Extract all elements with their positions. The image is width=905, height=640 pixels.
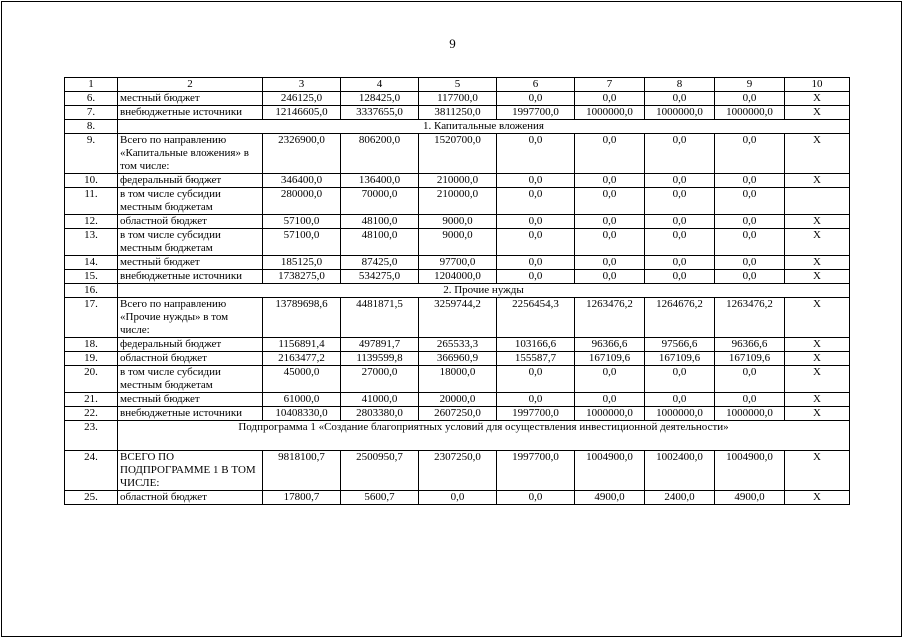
header-cell: 1 — [65, 78, 118, 92]
table-row — [65, 174, 850, 188]
value-cell: 2400,0 — [645, 491, 715, 505]
header-cell: 4 — [341, 78, 419, 92]
value-cell: 0,0 — [575, 215, 645, 229]
marker-cell: X — [785, 92, 850, 106]
row-label-cell: внебюджетные источники — [118, 106, 263, 120]
value-cell: 0,0 — [715, 215, 785, 229]
value-cell: 2256454,3 — [497, 298, 575, 338]
value-cell: 0,0 — [645, 229, 715, 256]
value-cell: 0,0 — [497, 393, 575, 407]
row-label-cell: внебюджетные источники — [118, 270, 263, 284]
row-label-cell: местный бюджет — [118, 393, 263, 407]
marker-cell: X — [785, 451, 850, 491]
value-cell: 167109,6 — [575, 352, 645, 366]
value-cell: 210000,0 — [419, 188, 497, 215]
value-cell: 97566,6 — [645, 338, 715, 352]
value-cell: 3337655,0 — [341, 106, 419, 120]
value-cell: 1156891,4 — [263, 338, 341, 352]
value-cell: 2307250,0 — [419, 451, 497, 491]
row-label-cell: в том числе субсидии местным бюджетам — [118, 366, 263, 393]
budget-table — [64, 77, 850, 505]
marker-cell: X — [785, 106, 850, 120]
value-cell: 1002400,0 — [645, 451, 715, 491]
value-cell: 0,0 — [645, 270, 715, 284]
value-cell: 1139599,8 — [341, 352, 419, 366]
marker-cell: X — [785, 407, 850, 421]
value-cell: 97700,0 — [419, 256, 497, 270]
row-number-cell: 9. — [65, 134, 118, 174]
value-cell: 45000,0 — [263, 366, 341, 393]
value-cell: 41000,0 — [341, 393, 419, 407]
page-number: 9 — [449, 36, 456, 51]
table-row — [65, 106, 850, 120]
value-cell: 0,0 — [575, 366, 645, 393]
value-cell: 0,0 — [497, 256, 575, 270]
value-cell: 280000,0 — [263, 188, 341, 215]
value-cell: 0,0 — [497, 366, 575, 393]
header-cell: 2 — [118, 78, 263, 92]
value-cell: 2607250,0 — [419, 407, 497, 421]
value-cell: 246125,0 — [263, 92, 341, 106]
value-cell: 10408330,0 — [263, 407, 341, 421]
table-section-row — [65, 421, 850, 451]
value-cell: 18000,0 — [419, 366, 497, 393]
table-row — [65, 393, 850, 407]
section-title-cell: 1. Капитальные вложения — [118, 120, 850, 134]
value-cell: 346400,0 — [263, 174, 341, 188]
value-cell: 0,0 — [575, 256, 645, 270]
marker-cell: X — [785, 174, 850, 188]
row-label-cell: ВСЕГО ПО ПОДПРОГРАММЕ 1 В ТОМ ЧИСЛЕ: — [118, 451, 263, 491]
value-cell: 0,0 — [715, 188, 785, 215]
value-cell: 0,0 — [497, 174, 575, 188]
value-cell: 9000,0 — [419, 215, 497, 229]
value-cell: 0,0 — [497, 491, 575, 505]
row-number-cell: 25. — [65, 491, 118, 505]
header-cell: 9 — [715, 78, 785, 92]
row-number-cell: 22. — [65, 407, 118, 421]
section-title-cell: 2. Прочие нужды — [118, 284, 850, 298]
value-cell: 1000000,0 — [645, 407, 715, 421]
table-row — [65, 270, 850, 284]
table-row — [65, 92, 850, 106]
value-cell: 9818100,7 — [263, 451, 341, 491]
marker-cell: X — [785, 366, 850, 393]
value-cell: 167109,6 — [645, 352, 715, 366]
table-row — [65, 451, 850, 491]
value-cell: 1263476,2 — [575, 298, 645, 338]
value-cell: 0,0 — [645, 92, 715, 106]
row-label-cell: областной бюджет — [118, 491, 263, 505]
value-cell: 497891,7 — [341, 338, 419, 352]
value-cell: 0,0 — [419, 491, 497, 505]
value-cell: 1004900,0 — [575, 451, 645, 491]
row-number-cell: 7. — [65, 106, 118, 120]
table-row — [65, 366, 850, 393]
value-cell: 1000000,0 — [575, 407, 645, 421]
marker-cell: X — [785, 298, 850, 338]
value-cell: 2326900,0 — [263, 134, 341, 174]
value-cell: 4481871,5 — [341, 298, 419, 338]
value-cell: 48100,0 — [341, 215, 419, 229]
value-cell: 48100,0 — [341, 229, 419, 256]
header-cell: 5 — [419, 78, 497, 92]
row-label-cell: федеральный бюджет — [118, 174, 263, 188]
table-row — [65, 188, 850, 215]
value-cell: 265533,3 — [419, 338, 497, 352]
marker-cell — [785, 188, 850, 215]
value-cell: 0,0 — [575, 229, 645, 256]
value-cell: 0,0 — [715, 270, 785, 284]
row-label-cell: областной бюджет — [118, 215, 263, 229]
row-number-cell: 23. — [65, 421, 118, 451]
value-cell: 0,0 — [645, 393, 715, 407]
value-cell: 167109,6 — [715, 352, 785, 366]
row-number-cell: 6. — [65, 92, 118, 106]
value-cell: 3259744,2 — [419, 298, 497, 338]
value-cell: 4900,0 — [715, 491, 785, 505]
marker-cell: X — [785, 229, 850, 256]
value-cell: 210000,0 — [419, 174, 497, 188]
row-number-cell: 14. — [65, 256, 118, 270]
row-label-cell: в том числе субсидии местным бюджетам — [118, 188, 263, 215]
value-cell: 9000,0 — [419, 229, 497, 256]
value-cell: 1000000,0 — [645, 106, 715, 120]
row-number-cell: 18. — [65, 338, 118, 352]
value-cell: 0,0 — [497, 215, 575, 229]
value-cell: 13789698,6 — [263, 298, 341, 338]
value-cell: 1263476,2 — [715, 298, 785, 338]
value-cell: 0,0 — [497, 92, 575, 106]
header-cell: 6 — [497, 78, 575, 92]
value-cell: 0,0 — [715, 92, 785, 106]
value-cell: 96366,6 — [715, 338, 785, 352]
row-number-cell: 13. — [65, 229, 118, 256]
value-cell: 117700,0 — [419, 92, 497, 106]
value-cell: 12146605,0 — [263, 106, 341, 120]
value-cell: 0,0 — [575, 270, 645, 284]
value-cell: 0,0 — [645, 188, 715, 215]
value-cell: 1997700,0 — [497, 451, 575, 491]
value-cell: 96366,6 — [575, 338, 645, 352]
value-cell: 0,0 — [575, 134, 645, 174]
value-cell: 0,0 — [497, 229, 575, 256]
row-label-cell: местный бюджет — [118, 256, 263, 270]
value-cell: 57100,0 — [263, 229, 341, 256]
row-label-cell: федеральный бюджет — [118, 338, 263, 352]
row-label-cell: областной бюджет — [118, 352, 263, 366]
value-cell: 1000000,0 — [715, 106, 785, 120]
table-section-row — [65, 120, 850, 134]
row-number-cell: 21. — [65, 393, 118, 407]
value-cell: 87425,0 — [341, 256, 419, 270]
value-cell: 0,0 — [497, 134, 575, 174]
value-cell: 1000000,0 — [715, 407, 785, 421]
value-cell: 4900,0 — [575, 491, 645, 505]
value-cell: 0,0 — [575, 188, 645, 215]
row-label-cell: внебюджетные источники — [118, 407, 263, 421]
row-number-cell: 19. — [65, 352, 118, 366]
row-label-cell: местный бюджет — [118, 92, 263, 106]
value-cell: 3811250,0 — [419, 106, 497, 120]
value-cell: 17800,7 — [263, 491, 341, 505]
marker-cell: X — [785, 270, 850, 284]
row-number-cell: 16. — [65, 284, 118, 298]
value-cell: 1520700,0 — [419, 134, 497, 174]
row-label-cell: Всего по направлению «Прочие нужды» в том числе: — [118, 298, 263, 338]
value-cell: 0,0 — [715, 393, 785, 407]
table-row — [65, 134, 850, 174]
value-cell: 27000,0 — [341, 366, 419, 393]
value-cell: 0,0 — [497, 188, 575, 215]
value-cell: 0,0 — [575, 174, 645, 188]
value-cell: 0,0 — [645, 134, 715, 174]
marker-cell: X — [785, 256, 850, 270]
table-row — [65, 338, 850, 352]
value-cell: 0,0 — [715, 366, 785, 393]
table-section-row — [65, 284, 850, 298]
section-title-cell: Подпрограмма 1 «Создание благоприятных условий для осуществления инвестиционной деятельности» — [118, 421, 850, 451]
table-row — [65, 407, 850, 421]
value-cell: 5600,7 — [341, 491, 419, 505]
value-cell: 1204000,0 — [419, 270, 497, 284]
value-cell: 0,0 — [645, 174, 715, 188]
value-cell: 136400,0 — [341, 174, 419, 188]
value-cell: 0,0 — [715, 256, 785, 270]
marker-cell: X — [785, 393, 850, 407]
value-cell: 1997700,0 — [497, 407, 575, 421]
value-cell: 366960,9 — [419, 352, 497, 366]
value-cell: 806200,0 — [341, 134, 419, 174]
value-cell: 70000,0 — [341, 188, 419, 215]
row-number-cell: 8. — [65, 120, 118, 134]
value-cell: 0,0 — [497, 270, 575, 284]
value-cell: 0,0 — [645, 256, 715, 270]
table-row — [65, 215, 850, 229]
value-cell: 0,0 — [645, 366, 715, 393]
table-row — [65, 256, 850, 270]
header-cell: 8 — [645, 78, 715, 92]
row-number-cell: 20. — [65, 366, 118, 393]
value-cell: 1000000,0 — [575, 106, 645, 120]
row-number-cell: 12. — [65, 215, 118, 229]
value-cell: 0,0 — [645, 215, 715, 229]
row-label-cell: Всего по направлению «Капитальные вложения» в том числе: — [118, 134, 263, 174]
value-cell: 2163477,2 — [263, 352, 341, 366]
value-cell: 0,0 — [715, 134, 785, 174]
row-number-cell: 17. — [65, 298, 118, 338]
marker-cell: X — [785, 338, 850, 352]
table-row — [65, 491, 850, 505]
row-label-cell: в том числе субсидии местным бюджетам — [118, 229, 263, 256]
value-cell: 103166,6 — [497, 338, 575, 352]
value-cell: 2803380,0 — [341, 407, 419, 421]
row-number-cell: 11. — [65, 188, 118, 215]
header-cell: 10 — [785, 78, 850, 92]
value-cell: 0,0 — [715, 174, 785, 188]
header-cell: 3 — [263, 78, 341, 92]
marker-cell: X — [785, 215, 850, 229]
row-number-cell: 24. — [65, 451, 118, 491]
value-cell: 0,0 — [575, 92, 645, 106]
marker-cell: X — [785, 352, 850, 366]
table-header-row — [65, 78, 850, 92]
row-number-cell: 10. — [65, 174, 118, 188]
table-row — [65, 229, 850, 256]
value-cell: 61000,0 — [263, 393, 341, 407]
value-cell: 0,0 — [715, 229, 785, 256]
marker-cell: X — [785, 491, 850, 505]
value-cell: 2500950,7 — [341, 451, 419, 491]
value-cell: 185125,0 — [263, 256, 341, 270]
value-cell: 128425,0 — [341, 92, 419, 106]
value-cell: 1264676,2 — [645, 298, 715, 338]
value-cell: 0,0 — [575, 393, 645, 407]
table-row — [65, 352, 850, 366]
table-row — [65, 298, 850, 338]
value-cell: 57100,0 — [263, 215, 341, 229]
marker-cell: X — [785, 134, 850, 174]
value-cell: 1738275,0 — [263, 270, 341, 284]
value-cell: 20000,0 — [419, 393, 497, 407]
value-cell: 534275,0 — [341, 270, 419, 284]
value-cell: 1004900,0 — [715, 451, 785, 491]
value-cell: 1997700,0 — [497, 106, 575, 120]
value-cell: 155587,7 — [497, 352, 575, 366]
row-number-cell: 15. — [65, 270, 118, 284]
header-cell: 7 — [575, 78, 645, 92]
